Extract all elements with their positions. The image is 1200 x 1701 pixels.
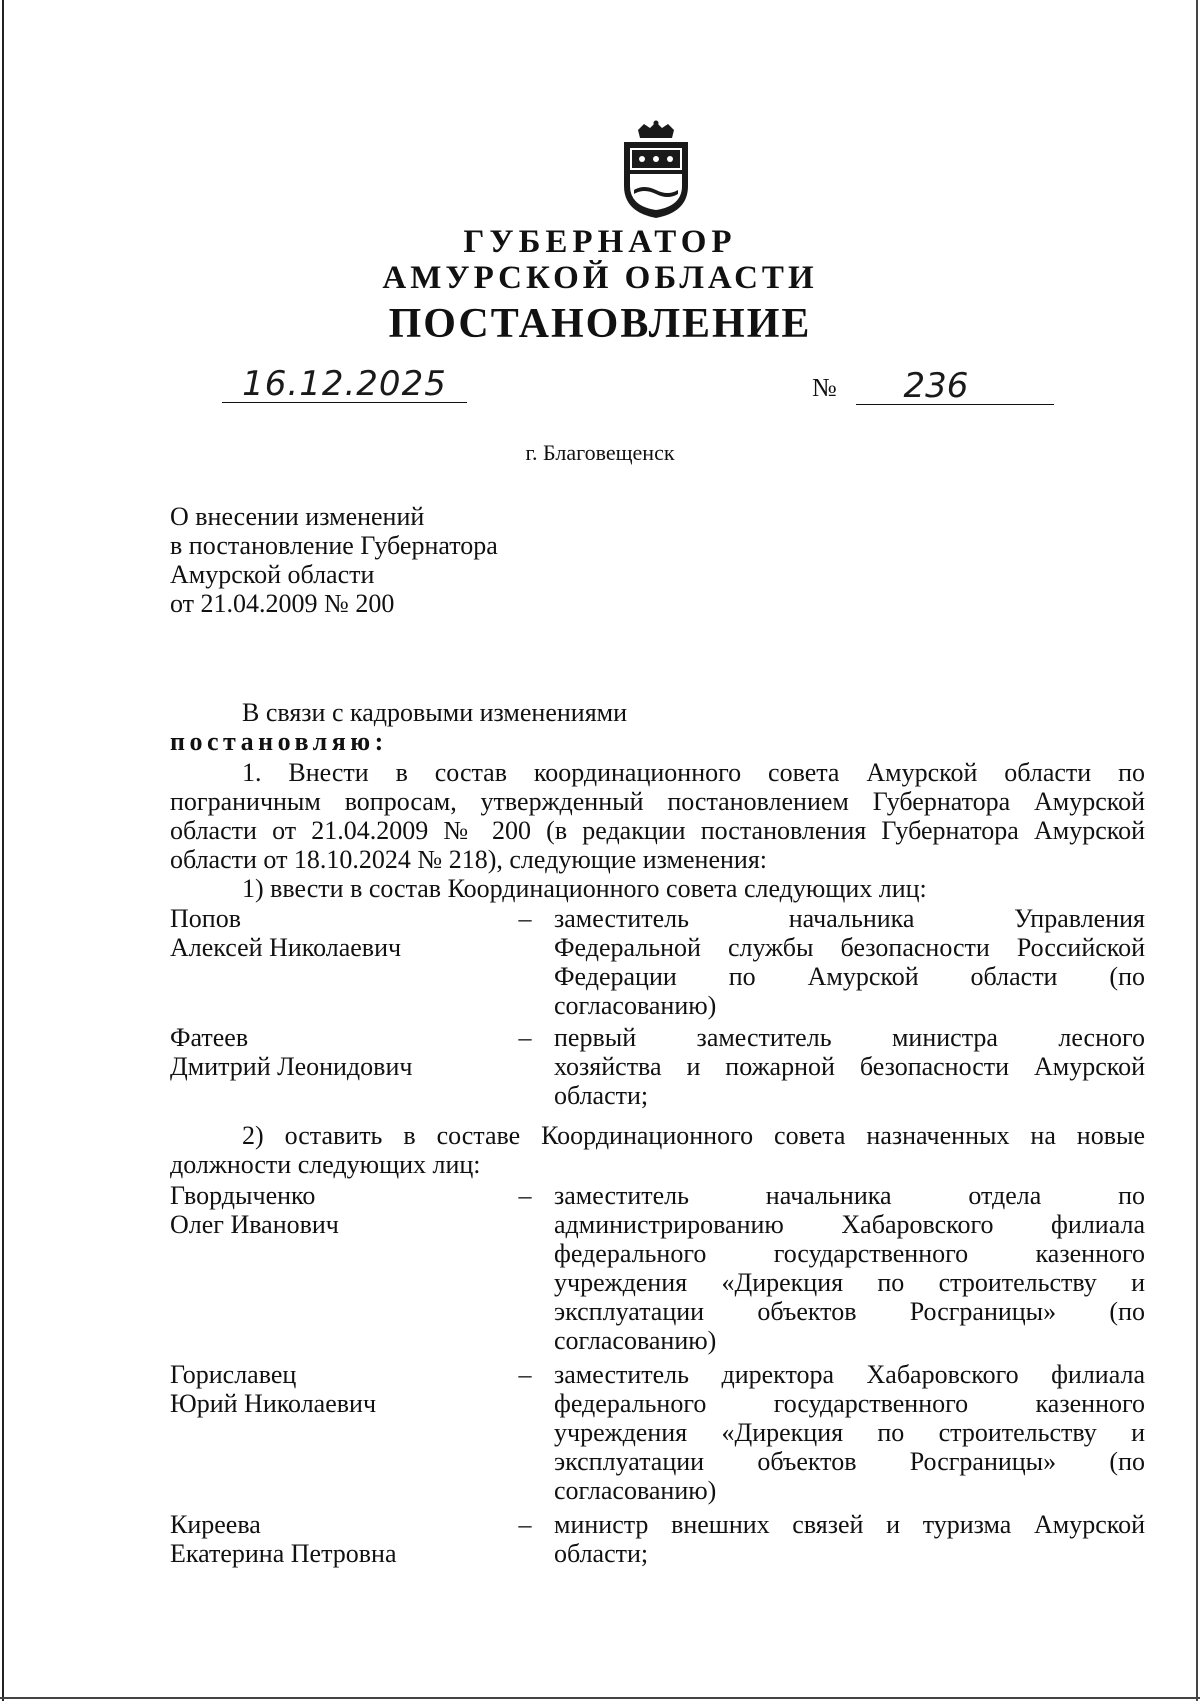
- subject-line: от 21.04.2009 № 200: [170, 589, 395, 618]
- member-given-names: Алексей Николаевич: [170, 933, 402, 962]
- position-line: федерального государственного казенного: [554, 1239, 1145, 1268]
- member-surname: Попов: [170, 904, 241, 933]
- position-line: эксплуатации объектов Росграницы» (по: [554, 1447, 1145, 1476]
- number-sign: №: [812, 373, 837, 402]
- member-given-names: Дмитрий Леонидович: [170, 1052, 413, 1081]
- position-line: федерального государственного казенного: [554, 1389, 1145, 1418]
- scan-border-bottom: [0, 1697, 1200, 1699]
- city-name: г. Благовещенск: [525, 440, 675, 465]
- dash-separator: –: [518, 1023, 532, 1052]
- dash-separator: –: [518, 1510, 532, 1539]
- position-line: заместитель директора Хабаровского филиала: [554, 1360, 1145, 1389]
- document-subject: [170, 502, 498, 618]
- item1-line: области от 18.10.2024 № 218), следующие изменения:: [170, 845, 768, 874]
- position-line: администрированию Хабаровского филиала: [554, 1210, 1145, 1239]
- number-underline: [856, 404, 1054, 405]
- date-underline: [222, 402, 467, 403]
- dash-separator: –: [518, 1181, 532, 1210]
- intro-paragraph: В связи с кадровыми изменениями: [242, 698, 628, 727]
- member-name: [170, 1181, 500, 1239]
- document-number: 236: [903, 366, 969, 406]
- subitem2-line: 2) оставить в составе Координационного совета назначенных на новые: [242, 1121, 1145, 1150]
- position-line: эксплуатации объектов Росграницы» (по: [554, 1297, 1145, 1326]
- position-line: Федеральной службы безопасности Российской: [554, 933, 1145, 962]
- position-line: заместитель начальника Управления: [554, 904, 1145, 933]
- position-line: области;: [554, 1539, 649, 1568]
- item1-line: 1. Внести в состав координационного совета Амурской области по: [242, 758, 1145, 787]
- member-position: [554, 904, 1145, 1020]
- member-position: [554, 1360, 1145, 1505]
- item1-line: пограничным вопросам, утвержденный постановлением Губернатора Амурской: [170, 787, 1145, 816]
- position-line: министр внешних связей и туризма Амурской: [554, 1510, 1145, 1539]
- item1-line: области от 21.04.2009 № 200 (в редакции постановления Губернатора Амурской: [170, 816, 1145, 845]
- document-type-title: ПОСТАНОВЛЕНИЕ: [388, 301, 812, 347]
- member-given-names: Екатерина Петровна: [170, 1539, 397, 1568]
- subject-line: О внесении изменений: [170, 502, 425, 531]
- member-name: [170, 1360, 500, 1418]
- member-name: [170, 1023, 500, 1081]
- position-line: первый заместитель министра лесного: [554, 1023, 1145, 1052]
- member-given-names: Юрий Николаевич: [170, 1389, 377, 1418]
- position-line: Федерации по Амурской области (по: [554, 962, 1145, 991]
- position-line: согласованию): [554, 991, 717, 1020]
- member-name: [170, 904, 500, 962]
- position-line: учреждения «Дирекция по строительству и: [554, 1268, 1145, 1297]
- subject-line: Амурской области: [170, 560, 375, 589]
- position-line: хозяйства и пожарной безопасности Амурской: [554, 1052, 1145, 1081]
- header-title-region: АМУРСКОЙ ОБЛАСТИ: [382, 260, 818, 296]
- position-line: согласованию): [554, 1476, 717, 1505]
- member-given-names: Олег Иванович: [170, 1210, 339, 1239]
- member-name: [170, 1510, 500, 1568]
- subitem2-line: должности следующих лиц:: [170, 1150, 481, 1179]
- member-surname: Гвордыченко: [170, 1181, 316, 1210]
- dash-separator: –: [518, 1360, 532, 1389]
- member-surname: Киреева: [170, 1510, 261, 1539]
- position-line: согласованию): [554, 1326, 717, 1355]
- subitem1-text: 1) ввести в состав Координационного совета следующих лиц:: [242, 874, 927, 903]
- decree-word: постановляю:: [170, 727, 388, 756]
- member-surname: Гориславец: [170, 1360, 297, 1389]
- member-position: [554, 1023, 1145, 1110]
- member-position: [554, 1181, 1145, 1355]
- position-line: области;: [554, 1081, 649, 1110]
- member-position: [554, 1510, 1145, 1568]
- subject-line: в постановление Губернатора: [170, 531, 498, 560]
- position-line: заместитель начальника отдела по: [554, 1181, 1145, 1210]
- member-surname: Фатеев: [170, 1023, 249, 1052]
- coat-of-arms-icon: [620, 120, 692, 220]
- document-date: 16.12.2025: [242, 364, 447, 404]
- header-title-governor: ГУБЕРНАТОР: [463, 224, 737, 260]
- dash-separator: –: [518, 904, 532, 933]
- position-line: учреждения «Дирекция по строительству и: [554, 1418, 1145, 1447]
